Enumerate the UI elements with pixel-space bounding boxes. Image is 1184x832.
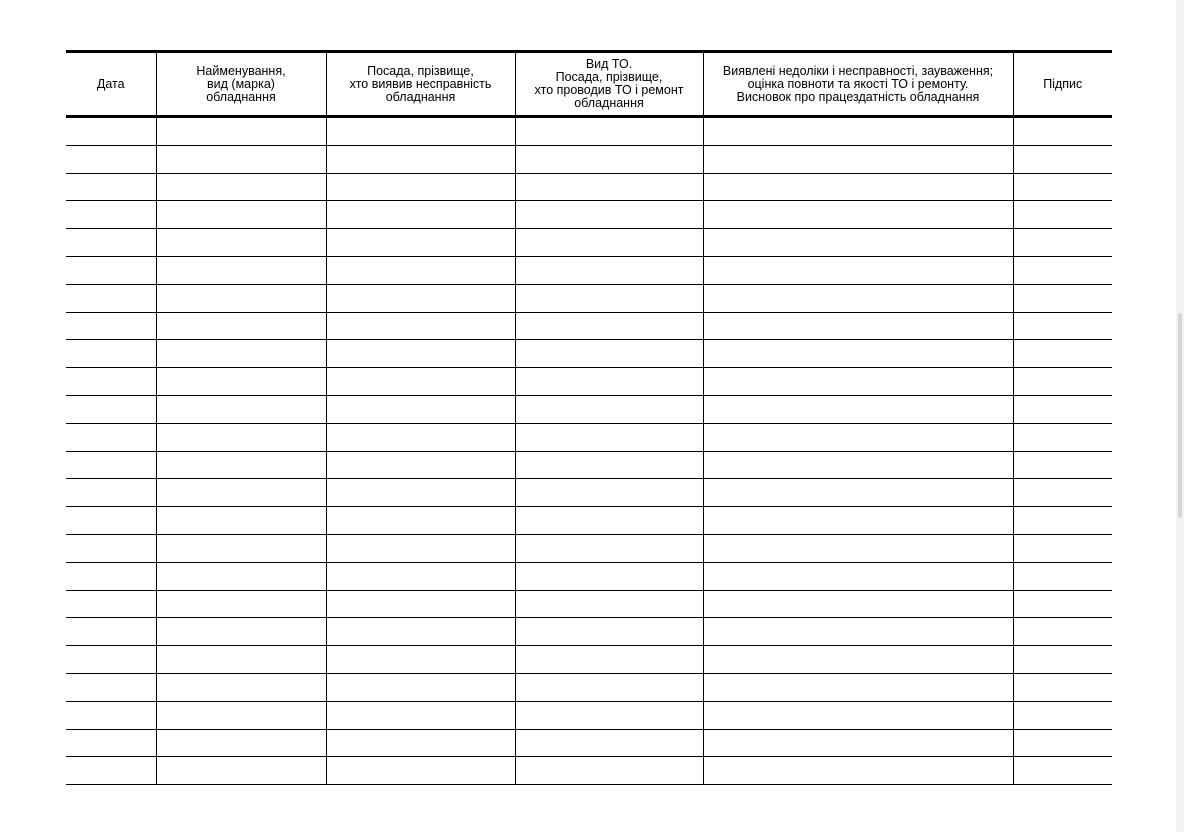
equipment-cell — [156, 173, 326, 201]
detected-by-cell — [326, 173, 515, 201]
maintenance-cell — [515, 562, 703, 590]
maintenance-cell — [515, 479, 703, 507]
equipment-cell — [156, 395, 326, 423]
signature-cell — [1013, 534, 1112, 562]
signature-cell — [1013, 562, 1112, 590]
table-row — [66, 312, 1112, 340]
equipment-cell — [156, 479, 326, 507]
equipment-cell — [156, 423, 326, 451]
maintenance-cell — [515, 395, 703, 423]
findings-cell — [703, 368, 1013, 396]
detected-by-cell — [326, 229, 515, 257]
signature-cell — [1013, 145, 1112, 173]
findings-cell — [703, 673, 1013, 701]
equipment-cell — [156, 312, 326, 340]
maintenance-cell — [515, 729, 703, 757]
date-cell — [66, 729, 156, 757]
equipment-cell — [156, 729, 326, 757]
detected-by-cell — [326, 757, 515, 785]
detected-by-cell — [326, 423, 515, 451]
equipment-cell — [156, 340, 326, 368]
maintenance-cell — [515, 534, 703, 562]
detected-by-cell — [326, 201, 515, 229]
detected-by-cell — [326, 646, 515, 674]
date-cell — [66, 673, 156, 701]
date-cell — [66, 312, 156, 340]
detected-by-cell — [326, 701, 515, 729]
findings-cell — [703, 618, 1013, 646]
maintenance-log-table — [66, 50, 1112, 785]
signature-cell — [1013, 173, 1112, 201]
maintenance-cell — [515, 507, 703, 535]
findings-cell — [703, 145, 1013, 173]
signature-cell — [1013, 618, 1112, 646]
detected-by-cell — [326, 395, 515, 423]
equipment-cell — [156, 757, 326, 785]
maintenance-cell — [515, 646, 703, 674]
signature-cell — [1013, 368, 1112, 396]
equipment-cell — [156, 256, 326, 284]
equipment-cell — [156, 646, 326, 674]
equipment-cell — [156, 618, 326, 646]
table-row — [66, 562, 1112, 590]
signature-cell — [1013, 729, 1112, 757]
table-row — [66, 201, 1112, 229]
maintenance-cell — [515, 368, 703, 396]
equipment-cell — [156, 368, 326, 396]
date-cell — [66, 145, 156, 173]
detected-by-cell — [326, 618, 515, 646]
maintenance-cell — [515, 284, 703, 312]
maintenance-cell — [515, 618, 703, 646]
equipment-cell — [156, 701, 326, 729]
date-cell — [66, 395, 156, 423]
findings-cell — [703, 729, 1013, 757]
date-cell — [66, 507, 156, 535]
signature-cell — [1013, 479, 1112, 507]
equipment-cell — [156, 451, 326, 479]
detected-by-cell — [326, 534, 515, 562]
findings-cell — [703, 479, 1013, 507]
signature-cell — [1013, 646, 1112, 674]
detected-by-cell — [326, 340, 515, 368]
date-cell — [66, 590, 156, 618]
header-maintenance-type: Вид ТО. Посада, прізвище, хто проводив ТО і ремонт обладнання — [515, 52, 703, 117]
signature-cell — [1013, 507, 1112, 535]
findings-cell — [703, 701, 1013, 729]
date-cell — [66, 701, 156, 729]
equipment-cell — [156, 229, 326, 257]
table-row — [66, 256, 1112, 284]
equipment-cell — [156, 507, 326, 535]
findings-cell — [703, 534, 1013, 562]
signature-cell — [1013, 340, 1112, 368]
table-row — [66, 618, 1112, 646]
signature-cell — [1013, 256, 1112, 284]
date-cell — [66, 562, 156, 590]
detected-by-cell — [326, 368, 515, 396]
signature-cell — [1013, 284, 1112, 312]
maintenance-cell — [515, 117, 703, 146]
table-row — [66, 340, 1112, 368]
date-cell — [66, 284, 156, 312]
signature-cell — [1013, 757, 1112, 785]
maintenance-cell — [515, 673, 703, 701]
findings-cell — [703, 256, 1013, 284]
table-row — [66, 284, 1112, 312]
detected-by-cell — [326, 562, 515, 590]
table-row — [66, 534, 1112, 562]
table-row — [66, 145, 1112, 173]
signature-cell — [1013, 590, 1112, 618]
maintenance-cell — [515, 312, 703, 340]
maintenance-cell — [515, 229, 703, 257]
table-row — [66, 673, 1112, 701]
table-row — [66, 423, 1112, 451]
detected-by-cell — [326, 256, 515, 284]
table-row — [66, 173, 1112, 201]
detected-by-cell — [326, 590, 515, 618]
maintenance-cell — [515, 256, 703, 284]
header-findings: Виявлені недоліки і несправності, зауваження; оцінка повноти та якості ТО і ремонту. Висновок про працездатність обладнання — [703, 52, 1013, 117]
signature-cell — [1013, 312, 1112, 340]
table-row — [66, 507, 1112, 535]
date-cell — [66, 117, 156, 146]
detected-by-cell — [326, 451, 515, 479]
date-cell — [66, 646, 156, 674]
signature-cell — [1013, 201, 1112, 229]
date-cell — [66, 368, 156, 396]
maintenance-cell — [515, 590, 703, 618]
date-cell — [66, 201, 156, 229]
equipment-cell — [156, 534, 326, 562]
date-cell — [66, 479, 156, 507]
signature-cell — [1013, 673, 1112, 701]
signature-cell — [1013, 229, 1112, 257]
findings-cell — [703, 173, 1013, 201]
table-header-row — [66, 52, 1112, 117]
equipment-cell — [156, 201, 326, 229]
table-row — [66, 701, 1112, 729]
maintenance-cell — [515, 701, 703, 729]
maintenance-cell — [515, 145, 703, 173]
equipment-cell — [156, 284, 326, 312]
findings-cell — [703, 423, 1013, 451]
date-cell — [66, 423, 156, 451]
equipment-cell — [156, 117, 326, 146]
signature-cell — [1013, 117, 1112, 146]
detected-by-cell — [326, 284, 515, 312]
findings-cell — [703, 757, 1013, 785]
header-date: Дата — [66, 52, 156, 117]
table-row — [66, 117, 1112, 146]
detected-by-cell — [326, 117, 515, 146]
date-cell — [66, 340, 156, 368]
table-row — [66, 646, 1112, 674]
findings-cell — [703, 451, 1013, 479]
header-signature: Підпис — [1013, 52, 1112, 117]
equipment-cell — [156, 673, 326, 701]
findings-cell — [703, 507, 1013, 535]
table-row — [66, 451, 1112, 479]
maintenance-cell — [515, 173, 703, 201]
scrollbar-thumb[interactable] — [1178, 313, 1182, 518]
table-row — [66, 757, 1112, 785]
table-row — [66, 395, 1112, 423]
date-cell — [66, 757, 156, 785]
findings-cell — [703, 562, 1013, 590]
date-cell — [66, 534, 156, 562]
findings-cell — [703, 340, 1013, 368]
findings-cell — [703, 117, 1013, 146]
findings-cell — [703, 395, 1013, 423]
header-detected-by: Посада, прізвище, хто виявив несправність обладнання — [326, 52, 515, 117]
header-equipment-name: Найменування, вид (марка) обладнання — [156, 52, 326, 117]
maintenance-cell — [515, 201, 703, 229]
signature-cell — [1013, 701, 1112, 729]
table-row — [66, 590, 1112, 618]
table-body — [66, 117, 1112, 785]
detected-by-cell — [326, 479, 515, 507]
signature-cell — [1013, 451, 1112, 479]
date-cell — [66, 173, 156, 201]
signature-cell — [1013, 395, 1112, 423]
signature-cell — [1013, 423, 1112, 451]
table-row — [66, 729, 1112, 757]
detected-by-cell — [326, 145, 515, 173]
findings-cell — [703, 284, 1013, 312]
equipment-cell — [156, 590, 326, 618]
maintenance-cell — [515, 340, 703, 368]
table-row — [66, 229, 1112, 257]
detected-by-cell — [326, 729, 515, 757]
detected-by-cell — [326, 507, 515, 535]
findings-cell — [703, 201, 1013, 229]
detected-by-cell — [326, 673, 515, 701]
equipment-cell — [156, 562, 326, 590]
table-row — [66, 368, 1112, 396]
vertical-scrollbar[interactable] — [1176, 0, 1184, 832]
date-cell — [66, 451, 156, 479]
maintenance-cell — [515, 423, 703, 451]
maintenance-cell — [515, 757, 703, 785]
date-cell — [66, 229, 156, 257]
date-cell — [66, 618, 156, 646]
findings-cell — [703, 312, 1013, 340]
date-cell — [66, 256, 156, 284]
table-row — [66, 479, 1112, 507]
findings-cell — [703, 646, 1013, 674]
detected-by-cell — [326, 312, 515, 340]
findings-cell — [703, 590, 1013, 618]
equipment-cell — [156, 145, 326, 173]
maintenance-cell — [515, 451, 703, 479]
findings-cell — [703, 229, 1013, 257]
